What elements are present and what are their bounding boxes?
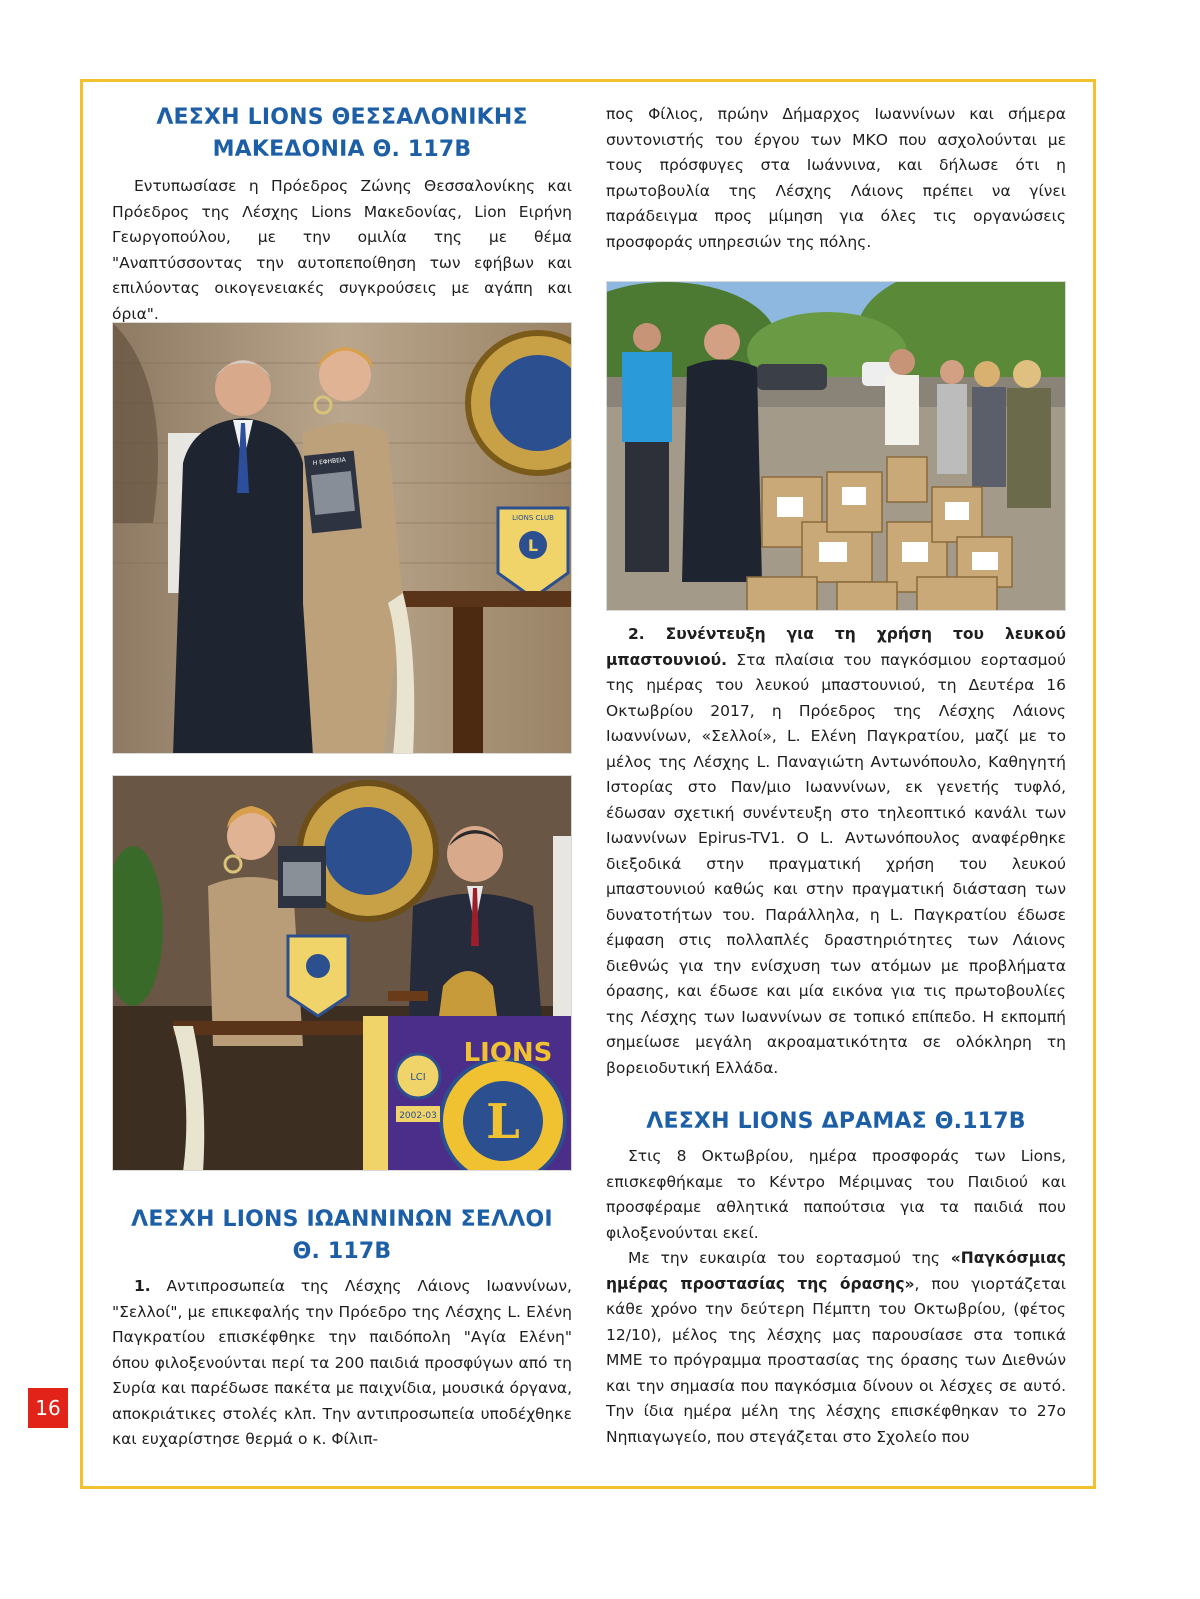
pennant-text: LIONS CLUB [512, 514, 554, 522]
thessaloniki-body: Εντυπωσίασε η Πρόεδρος Ζώνης Θεσσαλονίκης και Πρόεδρος της Λέσχης Lions Μακεδονίας, Lion Ειρήνη Γεωργοπούλου, με την ομιλία της με θέμα "Αναπτύσσοντας την αυτοπεποίθηση των εφήβων και επιλύοντας οικογενειακές συγκρούσεις με αγάπη και όρια". [112, 177, 572, 323]
drama-p2-bold: «Παγκόσμιας ημέρας προστασίας της όρασης» [606, 1249, 1066, 1293]
drama-section [606, 1106, 1066, 1450]
photo-ioannina-lectern [112, 775, 572, 1171]
pennant-emblem-letter: L [527, 536, 539, 555]
drama-paragraph-1: Στις 8 Οκτωβρίου, ημέρα προσφοράς των Lions, επισκεφθήκαμε το Κέντρο Μέριμνας του Παιδιού και προσφέραμε αθλητικά παπούτσια για τα παιδιά που φιλοξενούνται εκεί. [606, 1147, 1066, 1242]
banner-emblem-letter: L [486, 1094, 520, 1150]
thessaloniki-heading [112, 102, 572, 166]
ioannina-p1-number: 1. [134, 1277, 151, 1295]
banner-years-text: 2002-03 [399, 1111, 437, 1121]
photo-ioannina-boxes [606, 281, 1066, 611]
right-column [606, 102, 1066, 255]
ioannina-paragraph-2-block [606, 622, 1066, 1081]
ioannina-heading-line1: ΛΕΣΧΗ LIONS ΙΩΑΝΝΙΝΩΝ ΣΕΛΛΟΙ [131, 1207, 553, 1232]
ioannina-section [112, 1204, 572, 1453]
drama-heading: ΛΕΣΧΗ LIONS ΔΡΑΜΑΣ Θ.117Β [646, 1109, 1026, 1134]
left-column [112, 102, 572, 327]
drama-p2-after: , που γιορτάζεται κάθε χρόνο την δεύτερη Πέμπτη του Οκτωβρίου, (φέτος 12/10), μέλος της λέσχης μας παρουσίασε στα τοπικά ΜΜΕ το πρόγραμμα προστασίας της όρασης των Διεθνών και την σημασία που παγκόσμια δίνουν οι λέσχες σε αυτό. Την ίδια ημέρα μέλη της λέσχης επισκέφθηκαν το 27ο Νηπιαγωγείο, που στεγάζεται στο Σχολείο που [606, 1274, 1066, 1446]
page-number: 16 [28, 1388, 68, 1428]
ioannina-p1-continued: πος Φίλιος, πρώην Δήμαρχος Ιωαννίνων και σήμερα συντονιστής του έργου των ΜΚΟ που ασχολούνται με τους πρόσφυγες στα Ιωάννινα, και δήλωσε ότι η πρωτοβουλία της Λέσχης Λάιονς πρέπει να γίνει παράδειγμα προς μίμηση για όλες τις οργανώσεις προσφοράς υπηρεσιών της πόλης. [606, 105, 1066, 251]
ioannina-heading [112, 1204, 572, 1268]
ioannina-paragraph-1 [112, 1274, 572, 1453]
drama-paragraph-2 [606, 1246, 1066, 1450]
ioannina-heading-line2: Θ. 117Β [292, 1239, 392, 1264]
ioannina-p1-text: Αντιπροσωπεία της Λέσχης Λάιονς Ιωαννίνων, "Σελλοί", με επικεφαλής την Πρόεδρο της Λέσχης L. Ελένη Παγκρατίου επισκέφθηκε την παιδόπολη "Αγία Ελένη" όπου φιλοξενούνται περί τα 200 παιδιά προσφύγων από τη Συρία και παρέδωσε πακέτα με παιχνίδια, μουσικά όργανα, αποκριάτικες στολές κλπ. Την αντιπροσωπεία υποδέχθηκε και ευχαρίστησε θερμά ο κ. Φίλιπ- [112, 1277, 572, 1448]
lci-badge-text: LCI [410, 1072, 426, 1083]
drama-p2-before: Με την ευκαιρία του εορτασμού της [628, 1249, 951, 1267]
thessaloniki-heading-line1: ΛΕΣΧΗ LIONS ΘΕΣΣΑΛΟΝΙΚΗΣ [156, 105, 528, 130]
banner-lions-text: LIONS [463, 1038, 553, 1068]
thessaloniki-heading-line2: ΜΑΚΕΔΟΝΙΑ Θ. 117Β [212, 137, 472, 162]
ioannina-p2-title: 2. Συνέντευξη για τη χρήση του λευκού μπαστουνιού. [606, 625, 1066, 669]
book-title-text: Η ΕΦΗΒΕΙΑ [312, 456, 347, 467]
ioannina-p2-text: Στα πλαίσια του παγκόσμιου εορτασμού της ημέρας του λευκού μπαστουνιού, τη Δευτέρα 16 Οκτωβρίου 2017, η Πρόεδρος της Λέσχης Λάιονς Ιωαννίνων, «Σελλοί», L. Ελένη Παγκρατίου, μαζί με το μέλος της Λέσχης L. Παναγιώτη Αντωνόπουλο, Καθηγητή Ιστορίας στο Παν/μιο Ιωαννίνων, εκ γενετής τυφλό, έδωσαν σχετική συνέντευξη στο τηλεοπτικό κανάλι των Ιωαννίνων Epirus-TV1. Ο L. Αντωνόπουλος αναφέρθηκε διεξοδικά στην πραγματική χρήση του λευκού μπαστουνιού καθώς και στην πραγματική διάσταση των δυνατοτήτων του. Παράλληλα, η L. Παγκρατίου έδωσε έμφαση στις πολλαπλές δραστηριότητες των Λάιονς διεθνώς για την ενίσχυση των ατόμων με προβλήματα όρασης, και έδωσε και μία εικόνα για τις πρωτοβουλίες της Λέσχης των Ιωαννίνων σε τοπικό επίπεδο. Η εκπομπή σημείωσε μεγάλη ακροαματικότητα σε ολόκληρη τη βορειοδυτική Ελλάδα. [606, 650, 1066, 1077]
ioannina-paragraph-2 [606, 622, 1066, 1081]
photo-thessaloniki-book [112, 322, 572, 754]
